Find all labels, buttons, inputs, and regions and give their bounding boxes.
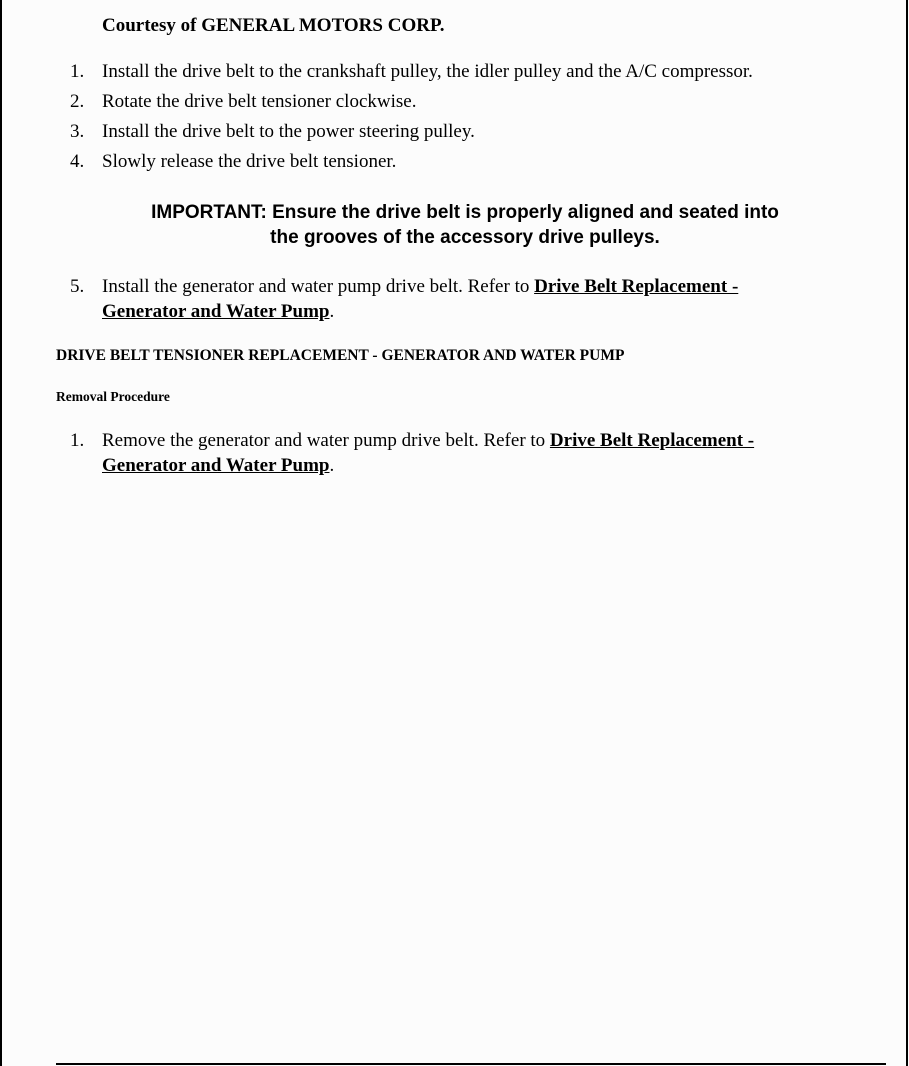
step-text-main: Install the generator and water pump drive belt. Refer to [102,276,535,297]
important-line-1: IMPORTANT: Ensure the drive belt is properly aligned and seated into [151,202,779,223]
step-text: Slowly release the drive belt tensioner. [102,151,397,172]
step-text: Install the drive belt to the power steering pulley. [102,121,475,142]
page-border-right [906,0,908,1066]
step-number: 2. [70,91,85,112]
step-text [102,275,862,324]
step-number: 4. [70,151,85,172]
link-line-1[interactable]: Drive Belt Replacement - [549,430,755,451]
step-number: 3. [70,121,85,142]
important-line-2: the grooves of the accessory drive pulleys. [270,227,660,248]
step-text: Rotate the drive belt tensioner clockwise. [102,91,417,112]
step-number: 1. [70,61,85,82]
footer-rule [56,1063,886,1065]
step-text-main: Remove the generator and water pump drive belt. Refer to [102,430,550,451]
important-note [100,200,830,250]
link-line-1[interactable]: Drive Belt Replacement - [534,276,739,297]
step-number: 1. [70,430,85,451]
courtesy-caption: Courtesy of GENERAL MOTORS CORP. [102,15,445,36]
section-heading: DRIVE BELT TENSIONER REPLACEMENT - GENERATOR AND WATER PUMP [56,347,625,364]
link-line-2[interactable]: Generator and Water Pump [102,454,330,476]
link-line-2[interactable]: Generator and Water Pump [102,300,330,322]
step-text-end: . [329,300,335,322]
subheading: Removal Procedure [56,389,170,404]
page-border-left [0,0,2,1066]
step-text-end: . [329,454,335,476]
step-number: 5. [70,276,85,297]
step-text: Install the drive belt to the crankshaft pulley, the idler pulley and the A/C compressor. [102,61,753,82]
step-text [102,429,862,478]
